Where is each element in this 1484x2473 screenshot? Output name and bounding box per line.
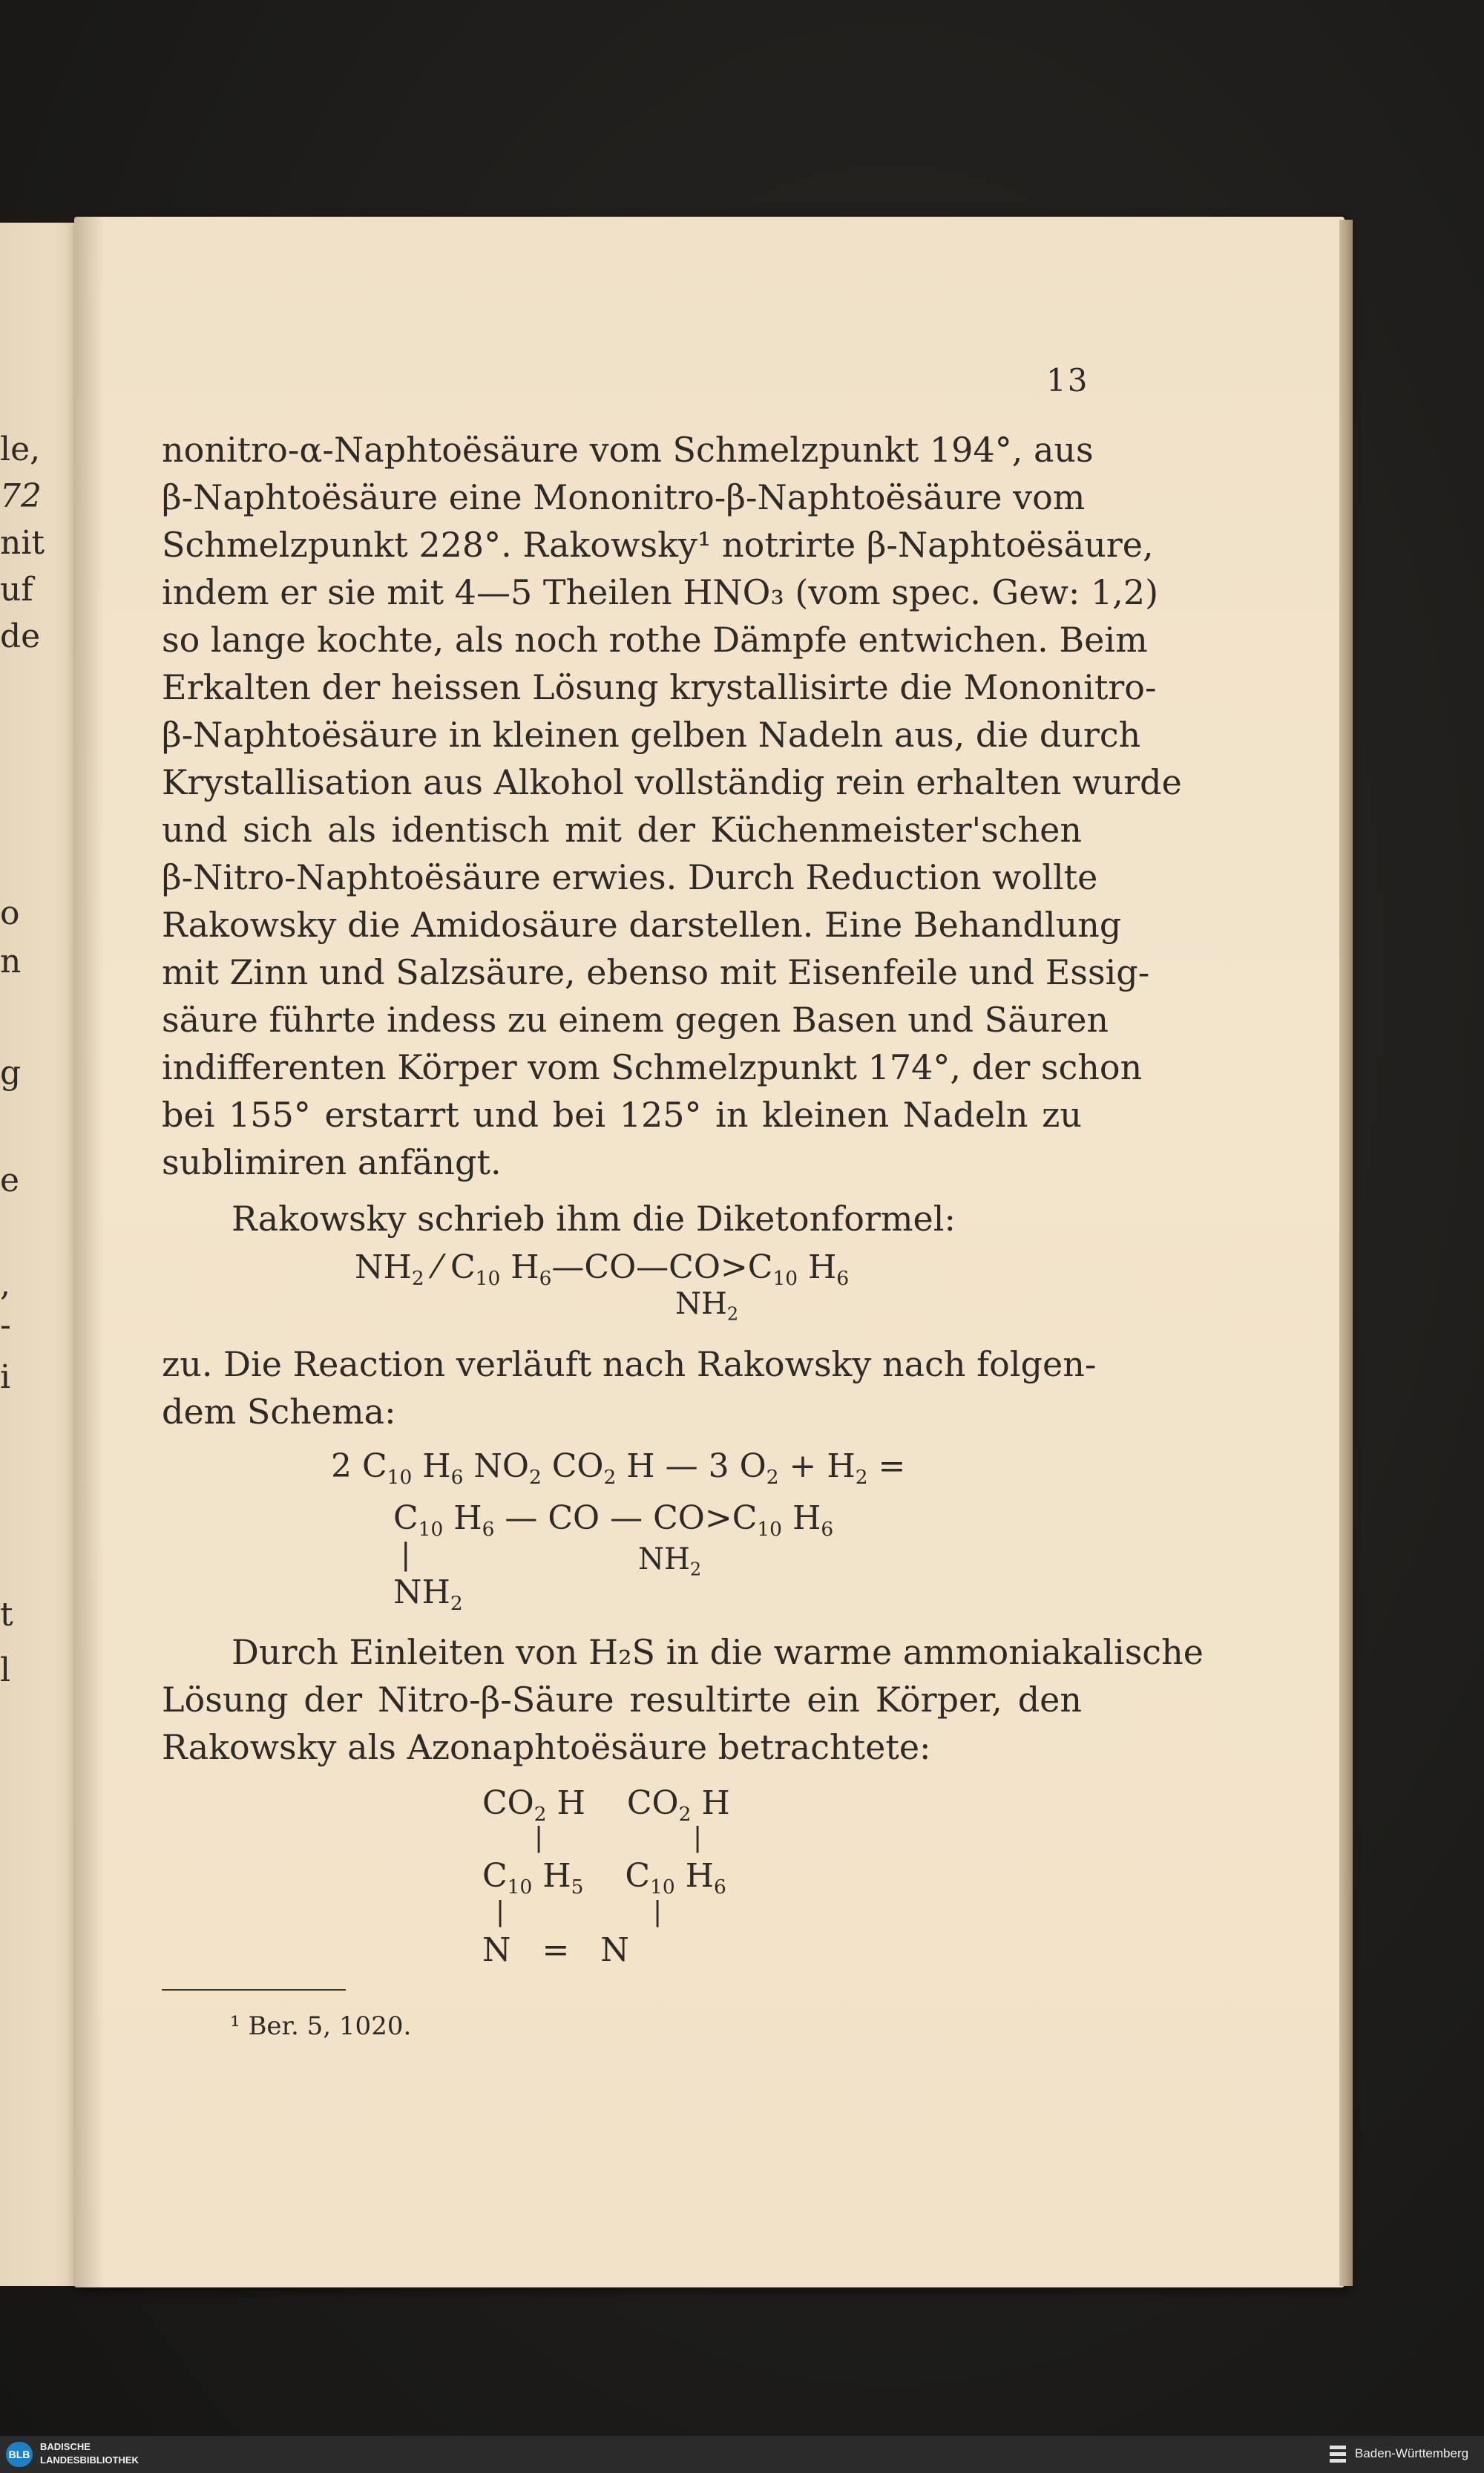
diketone-formula-sub: $NH_2$ <box>675 1287 739 1325</box>
left-fragment: uf <box>0 571 33 609</box>
page-number: 13 <box>1046 362 1089 399</box>
left-fragment: n <box>0 943 22 980</box>
body-line: Rakowsky die Amidosäure darstellen. Eine Behandlung <box>162 905 1122 945</box>
reaction-equation: 2 $C_{10}$ $H_6$ $NO_2$ $CO_2$ H — 3 $O_2 + H_2$ = <box>331 1447 906 1490</box>
left-fragment: 72 <box>0 477 42 515</box>
body-line: säure führte indess zu einem gegen Basen und Säuren <box>162 1000 1109 1040</box>
body-line: nonitro-α-Naphtoësäure vom Schmelzpunkt 194°, aus <box>162 430 1094 470</box>
azo-bond: | <box>496 1897 505 1927</box>
left-fragment: t <box>0 1596 13 1634</box>
reaction-product-sub: $NH_2$ <box>638 1542 702 1580</box>
left-fragment: o <box>0 894 20 932</box>
page-edge <box>1339 220 1353 2286</box>
body-line: indem er sie mit 4—5 Theilen HNO₃ (vom spec. Gew: 1,2) <box>162 572 1159 612</box>
footnote-rule <box>162 1989 346 1991</box>
body-line: bei 155° erstarrt und bei 125° in kleinen Nadeln zu <box>162 1095 1082 1135</box>
left-fragment: - <box>0 1306 11 1344</box>
reaction-product: $C_{10}$ $H_6$ — CO — $CO>C_{10}$ $H_6$ <box>393 1499 834 1542</box>
body-line: β-Nitro-Naphtoësäure erwies. Durch Reduction wollte <box>162 857 1098 897</box>
left-fragment: e <box>0 1162 20 1199</box>
left-fragment: g <box>0 1054 22 1092</box>
azo-bond: | <box>653 1897 663 1927</box>
body-line: und sich als identisch mit der Küchenmeister'schen <box>162 810 1082 850</box>
page-gutter-shadow <box>74 217 104 2287</box>
body-line: dem Schema: <box>162 1392 396 1432</box>
paragraph-line: Rakowsky schrieb ihm die Diketonformel: <box>232 1199 956 1239</box>
body-line: mit Zinn und Salzsäure, ebenso mit Eisenfeile und Essig- <box>162 952 1150 992</box>
left-fragment: l <box>0 1651 11 1689</box>
body-line: Krystallisation aus Alkohol vollständig rein erhalten wurde <box>162 762 1182 802</box>
body-line: so lange kochte, als noch rothe Dämpfe entwichen. Beim <box>162 620 1148 660</box>
footnote: ¹ Ber. 5, 1020. <box>230 2011 412 2041</box>
body-line: Rakowsky als Azonaphtoësäure betrachtete: <box>162 1727 931 1767</box>
blb-logo-line2: LANDESBIBLIOTHEK <box>40 2454 139 2466</box>
paragraph-line: Durch Einleiten von H₂S in die warme ammoniakalische <box>232 1632 1204 1672</box>
azo-structure-top: $CO_2$ H $CO_2$ H <box>482 1784 730 1827</box>
blb-logo-line1: BADISCHE <box>40 2441 91 2452</box>
reaction-amine: $NH_2$ <box>393 1573 463 1616</box>
azo-bond: | <box>693 1823 703 1853</box>
body-line: Lösung der Nitro-β-Säure resultirte ein Körper, den <box>162 1680 1082 1720</box>
body-line: Erkalten der heissen Lösung krystallisirte die Mononitro- <box>162 667 1157 707</box>
blb-logo-icon[interactable]: BLB <box>6 2442 33 2467</box>
viewer-footer <box>0 2436 1484 2473</box>
baden-wuerttemberg-emblem-icon <box>1327 2443 1349 2466</box>
body-line: Schmelzpunkt 228°. Rakowsky¹ notrirte β-Naphtoësäure, <box>162 525 1154 565</box>
body-line: β-Naphtoësäure eine Mononitro-β-Naphtoësäure vom <box>162 477 1086 517</box>
blb-logo-text[interactable] <box>40 2440 139 2467</box>
left-fragment: le, <box>0 430 41 468</box>
body-line: zu. Die Reaction verläuft nach Rakowsky nach folgen- <box>162 1344 1097 1384</box>
azo-structure-mid: $C_{10}$ $H_5$ $C_{10}$ $H_6$ <box>482 1857 726 1899</box>
left-fragment: i <box>0 1358 11 1396</box>
azo-bond: | <box>534 1823 544 1853</box>
left-fragment: de <box>0 618 41 655</box>
azo-structure-bottom: N = N <box>482 1931 629 1969</box>
diketone-formula: $NH_2$ ⁄ $C_{10}$ $H_6—CO—CO>C_{10}$ $H_6$ <box>355 1248 850 1291</box>
body-line: sublimiren anfängt. <box>162 1142 502 1182</box>
reaction-bond: | <box>401 1538 411 1572</box>
baden-wuerttemberg-label[interactable]: Baden-Württemberg <box>1355 2446 1469 2460</box>
body-line: β-Naphtoësäure in kleinen gelben Nadeln aus, die durch <box>162 715 1141 755</box>
left-fragment: , <box>0 1265 10 1303</box>
left-fragment: nit <box>0 524 45 562</box>
body-line: indifferenten Körper vom Schmelzpunkt 174°, der schon <box>162 1047 1143 1087</box>
